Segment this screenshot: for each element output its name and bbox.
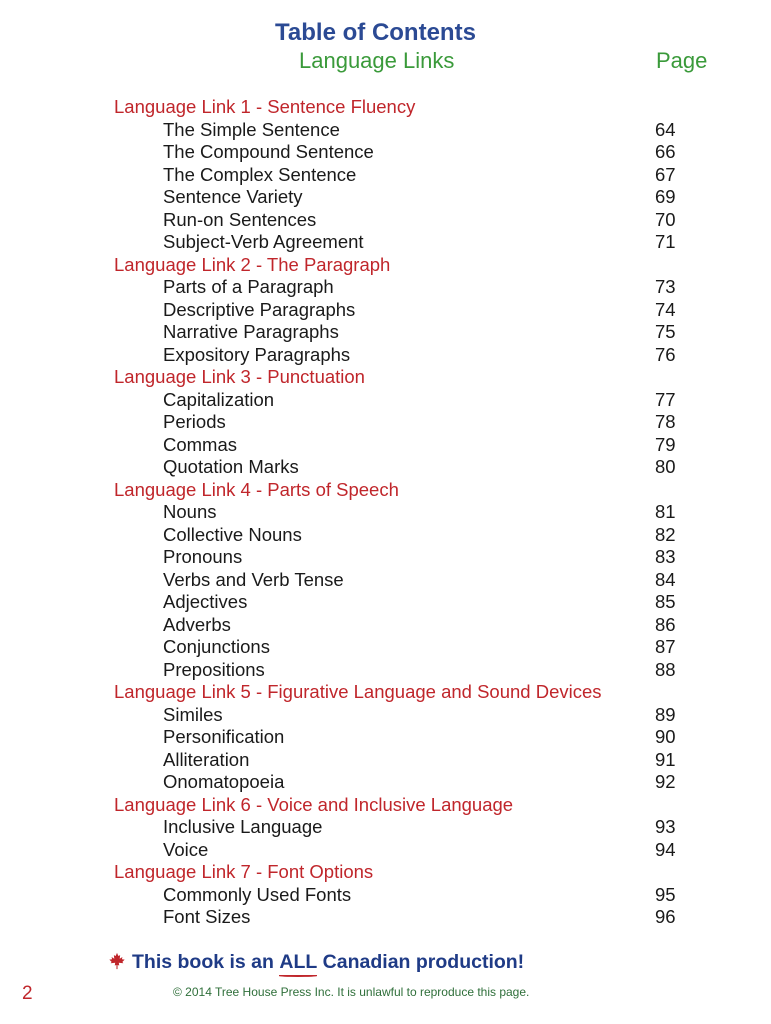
entry-title: Adjectives	[163, 591, 248, 612]
entry-title: Commas	[163, 433, 238, 455]
entry-title: Pronouns	[163, 546, 243, 567]
toc-entry	[0, 546, 771, 569]
entry-page-number: 75	[655, 321, 676, 342]
toc-entry	[0, 591, 771, 614]
entry-title: Font Sizes	[163, 906, 251, 927]
toc-entry	[0, 299, 771, 322]
entry-page-number: 79	[655, 433, 676, 455]
toc-entry	[0, 389, 771, 412]
toc-entry	[0, 816, 771, 839]
entry-title: Commonly Used Fonts	[163, 883, 352, 905]
entry-page-number: 87	[655, 636, 676, 657]
entry-page-number: 95	[655, 883, 676, 905]
section-title: Language Link 6 - Voice and Inclusive Language	[114, 793, 514, 815]
toc-entry	[0, 209, 771, 232]
entry-title: Personification	[163, 726, 285, 747]
toc-entry	[0, 614, 771, 637]
entry-title: Quotation Marks	[163, 456, 299, 477]
toc-section-heading	[0, 479, 771, 502]
toc-section-heading	[0, 794, 771, 817]
toc-entry	[0, 411, 771, 434]
entry-title: Prepositions	[163, 658, 265, 680]
entry-page-number: 67	[655, 163, 676, 185]
entry-page-number: 92	[655, 771, 676, 792]
entry-page-number: 93	[655, 816, 676, 837]
column-heading-language-links: Language Links	[299, 48, 455, 73]
toc-entry	[0, 771, 771, 794]
entry-title: The Complex Sentence	[163, 163, 357, 185]
section-title: Language Link 7 - Font Options	[114, 861, 374, 882]
column-heading-page: Page	[656, 48, 708, 73]
entry-title: Periods	[163, 411, 226, 432]
entry-page-number: 66	[655, 141, 676, 162]
section-title: Language Link 2 - The Paragraph	[114, 253, 391, 275]
toc-entry	[0, 659, 771, 682]
entry-page-number: 90	[655, 726, 676, 747]
toc-entry	[0, 141, 771, 164]
entry-title: Descriptive Paragraphs	[163, 298, 356, 320]
entry-page-number: 88	[655, 658, 676, 680]
toc-entry	[0, 321, 771, 344]
toc-entry	[0, 456, 771, 479]
entry-title: Conjunctions	[163, 636, 270, 657]
toc-entry	[0, 186, 771, 209]
entry-title: Subject-Verb Agreement	[163, 231, 364, 252]
entry-page-number: 69	[655, 186, 676, 207]
entry-page-number: 74	[655, 298, 676, 320]
entry-title: Narrative Paragraphs	[163, 321, 339, 342]
entry-page-number: 89	[655, 703, 676, 725]
entry-page-number: 83	[655, 546, 676, 567]
toc-entry	[0, 749, 771, 772]
entry-title: Capitalization	[163, 388, 275, 410]
entry-page-number: 91	[655, 748, 676, 770]
toc-entry	[0, 524, 771, 547]
entry-page-number: 77	[655, 388, 676, 410]
toc-entry	[0, 276, 771, 299]
toc-entry	[0, 636, 771, 659]
entry-page-number: 85	[655, 591, 676, 612]
entry-title: Verbs and Verb Tense	[163, 568, 344, 590]
toc-entry	[0, 344, 771, 367]
banner-text-end: Canadian production!	[317, 951, 525, 973]
section-title: Language Link 1 - Sentence Fluency	[114, 96, 416, 117]
entry-title: Similes	[163, 703, 223, 725]
entry-page-number: 86	[655, 613, 676, 635]
entry-title: Collective Nouns	[163, 523, 302, 545]
section-title: Language Link 3 - Punctuation	[114, 366, 365, 387]
entry-page-number: 96	[655, 906, 676, 927]
toc-entry	[0, 704, 771, 727]
entry-page-number: 70	[655, 208, 676, 230]
entry-page-number: 82	[655, 523, 676, 545]
entry-title: Expository Paragraphs	[163, 343, 351, 365]
entry-title: Adverbs	[163, 613, 231, 635]
entry-page-number: 94	[655, 838, 676, 860]
entry-title: Parts of a Paragraph	[163, 276, 334, 297]
toc-entry	[0, 119, 771, 142]
toc-entry	[0, 884, 771, 907]
entry-title: Onomatopoeia	[163, 771, 285, 792]
entry-page-number: 76	[655, 343, 676, 365]
entry-title: The Compound Sentence	[163, 141, 374, 162]
toc-entry	[0, 434, 771, 457]
page-title: Table of Contents	[275, 19, 476, 46]
table-of-contents	[0, 96, 771, 929]
canadian-production-banner	[108, 951, 524, 974]
toc-entry	[0, 839, 771, 862]
toc-section-heading	[0, 861, 771, 884]
maple-leaf-icon	[108, 952, 126, 970]
toc-entry	[0, 906, 771, 929]
toc-entry	[0, 231, 771, 254]
toc-entry	[0, 569, 771, 592]
entry-title: Sentence Variety	[163, 186, 303, 207]
toc-entry	[0, 501, 771, 524]
section-title: Language Link 4 - Parts of Speech	[114, 478, 399, 500]
toc-entry	[0, 164, 771, 187]
toc-section-heading	[0, 681, 771, 704]
entry-title: Inclusive Language	[163, 816, 323, 837]
entry-page-number: 73	[655, 276, 676, 297]
entry-title: Run-on Sentences	[163, 208, 317, 230]
entry-page-number: 71	[655, 231, 676, 252]
section-title: Language Link 5 - Figurative Language and Sound Devices	[114, 681, 602, 702]
entry-page-number: 81	[655, 501, 676, 522]
page-number: 2	[22, 983, 33, 1004]
copyright-notice: © 2014 Tree House Press Inc. It is unlawful to reproduce this page.	[173, 985, 530, 999]
entry-title: Voice	[163, 838, 209, 860]
toc-section-heading	[0, 254, 771, 277]
toc-section-heading	[0, 96, 771, 119]
toc-section-heading	[0, 366, 771, 389]
banner-text-start: This book is an	[132, 951, 280, 973]
entry-page-number: 84	[655, 568, 676, 590]
entry-title: Alliteration	[163, 748, 250, 770]
entry-page-number: 64	[655, 118, 676, 140]
entry-title: Nouns	[163, 501, 217, 522]
toc-entry	[0, 726, 771, 749]
banner-text-all: ALL	[279, 951, 318, 973]
entry-page-number: 80	[655, 456, 676, 477]
entry-page-number: 78	[655, 411, 676, 432]
entry-title: The Simple Sentence	[163, 118, 340, 140]
